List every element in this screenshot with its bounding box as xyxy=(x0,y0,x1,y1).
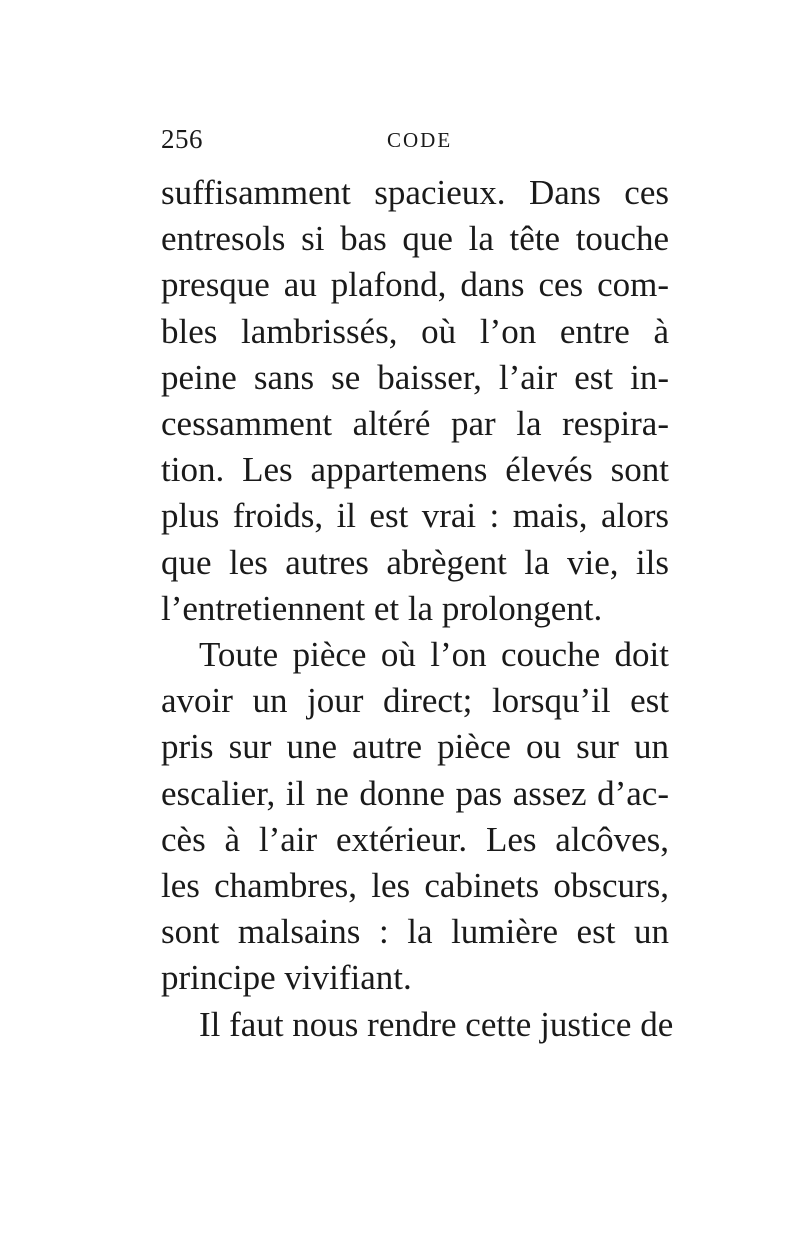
text-line: plus froids, il est vrai : mais, alors xyxy=(161,496,669,535)
text-line: cès à l’air extérieur. Les alcôves, xyxy=(161,820,669,859)
text-line: sont malsains : la lumière est un xyxy=(161,912,669,951)
text-line: bles lambrissés, où l’on entre à xyxy=(161,312,669,351)
running-head: CODE xyxy=(387,128,453,152)
page-number: 256 xyxy=(161,124,203,154)
text-line: Toute pièce où l’on couche doit xyxy=(199,635,669,674)
text-line: presque au plafond, dans ces com- xyxy=(161,265,669,304)
text-line: tion. Les appartemens élevés sont xyxy=(161,450,669,489)
text-line: suffisamment spacieux. Dans ces xyxy=(161,173,669,212)
text-line: principe vivifiant. xyxy=(161,958,412,997)
text-line: l’entretiennent et la prolongent. xyxy=(161,589,603,628)
text-line: cessamment altéré par la respira- xyxy=(161,404,669,443)
text-line: entresols si bas que la tête touche xyxy=(161,219,669,258)
text-line: peine sans se baisser, l’air est in- xyxy=(161,358,669,397)
text-line: les chambres, les cabinets obscurs, xyxy=(161,866,669,905)
page-header xyxy=(161,124,669,164)
text-line: avoir un jour direct; lorsqu’il est xyxy=(161,681,669,720)
text-line: Il faut nous rendre cette justice de xyxy=(199,1005,674,1044)
text-line: pris sur une autre pièce ou sur un xyxy=(161,727,669,766)
text-line: que les autres abrègent la vie, ils xyxy=(161,543,669,582)
text-line: escalier, il ne donne pas assez d’ac- xyxy=(161,774,669,813)
